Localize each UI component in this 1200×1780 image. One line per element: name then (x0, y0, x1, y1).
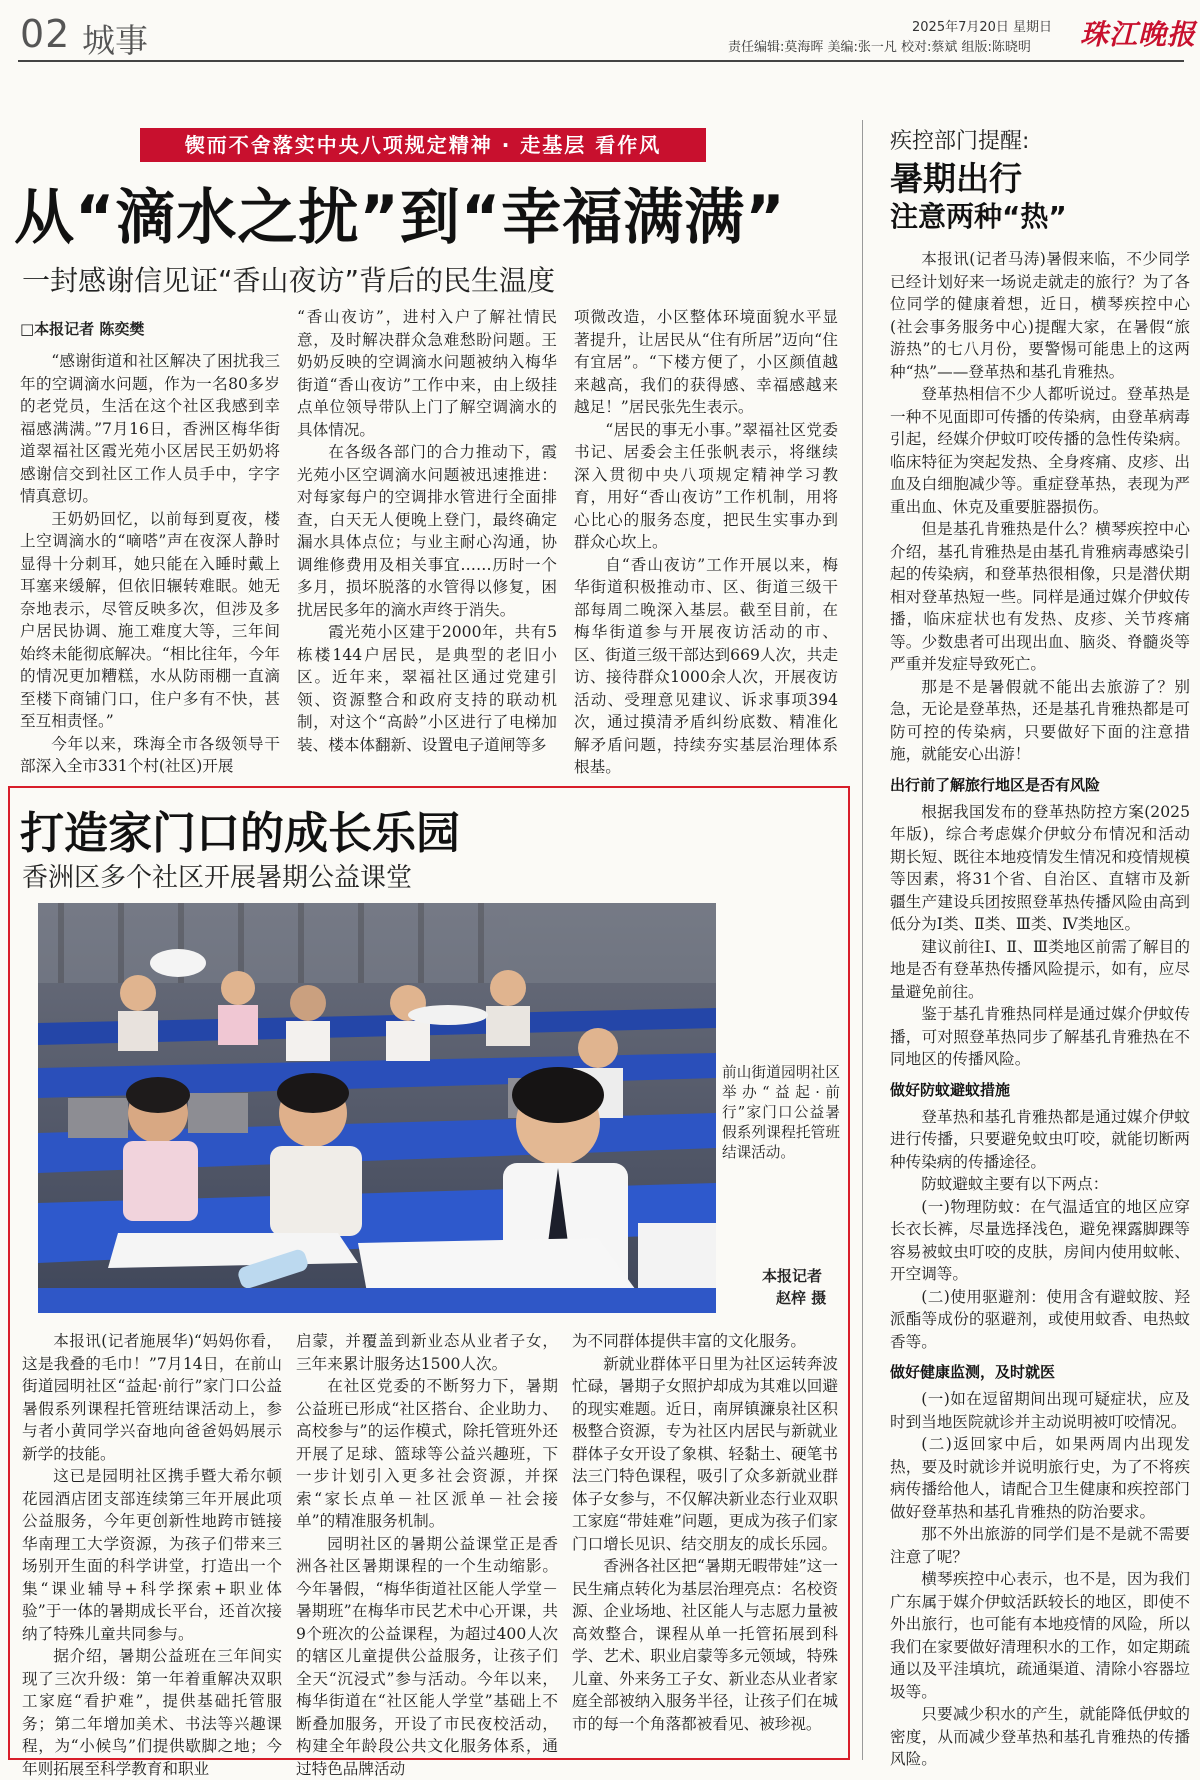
photo-credit-name: 赵梓 摄 (776, 1287, 826, 1308)
feature-paragraph: 本报讯(记者施展华)“妈妈你看，这是我叠的毛巾！”7月14日，在前山街道园明社区“益起·前行”家门口公益暑假系列课程托管班结课活动上，参与者小黄同学兴奋地向爸爸妈妈展示新学的技能。 (22, 1330, 282, 1465)
feature-paragraph: 在社区党委的不断努力下，暑期公益班已形成“社区搭台、企业助力、高校参与”的运作模式，除托管班外还开展了足球、篮球等公益兴趣班，下一步计划引入更多社会资源，并探索“家长点单－社区派单－社会接单”的精准服务机制。 (296, 1375, 558, 1533)
classroom-illustration (38, 903, 716, 1313)
health-body (890, 248, 1190, 1758)
feature-column-2 (296, 1330, 558, 1755)
lead-paragraph: “香山夜访”，进村入户了解社情民意，及时解决群众急难愁盼问题。王奶奶反映的空调滴水问题被纳入梅华街道“香山夜访”工作中来，由上级挂点单位领导带队上门了解空调滴水的具体情况。 (297, 306, 557, 441)
health-paragraph: (二)返回家中后，如果两周内出现发热，要及时就诊并说明旅行史，为了不将疾病传播给他人，请配合卫生健康和疾控部门做好登革热和基孔肯雅热的防治要求。 (890, 1433, 1190, 1523)
lead-column-2 (297, 306, 557, 765)
health-paragraph: 建议前往Ⅰ、Ⅱ、Ⅲ类地区前需了解目的地是否有登革热传播风险提示，如有，应尽量避免前往。 (890, 936, 1190, 1004)
header-rule (18, 60, 1184, 62)
feature-paragraph: 园明社区的暑期公益课堂正是香洲各社区暑期课程的一个生动缩影。今年暑假，“梅华街道社区能人学堂－暑期班”在梅华市民艺术中心开课，共9个班次的公益课程，为超过400人次的辖区儿童提供公益服务，让孩子们全天“沉浸式”参与活动。今年以来，梅华街道在“社区能人学堂”基础上不断叠加服务，开设了市民夜校活动，构建全年龄段公共文化服务体系，通过特色品牌活动 (296, 1533, 558, 1780)
feature-paragraph: 据介绍，暑期公益班在三年间实现了三次升级：第一年着重解决双职工家庭“看护难”，提供基础托管服务；第二年增加美术、书法等兴趣课程，为“小候鸟”们提供歇脚之地；今年则拓展至科学教育和职业 (22, 1645, 282, 1780)
feature-paragraph: 为不同群体提供丰富的文化服务。 (572, 1330, 838, 1353)
health-paragraph: 登革热相信不少人都听说过。登革热是一种不见面即可传播的传染病，由登革病毒引起，经媒介伊蚊叮咬传播的急性传染病。临床特征为突起发热、全身疼痛、皮疹、出血及白细胞减少等。重症登革热，表现为严重出血、休克及重要脏器损伤。 (890, 383, 1190, 518)
health-paragraph: (一)物理防蚊：在气温适宜的地区应穿长衣长裤，尽量选择浅色，避免裸露脚踝等容易被蚊虫叮咬的皮肤，房间内使用蚊帐、开空调等。 (890, 1196, 1190, 1286)
lead-paragraph: “居民的事无小事。”翠福社区党委书记、居委会主任张帆表示，将继续深入贯彻中央八项规定精神学习教育，用好“香山夜访”工作机制，用将心比心的服务态度，把民生实事办到群众心坎上。 (574, 419, 838, 554)
health-kicker: 疾控部门提醒: (890, 124, 1029, 155)
feature-paragraph: 启蒙，并覆盖到新业态从业者子女，三年来累计服务达1500人次。 (296, 1330, 558, 1375)
feature-paragraph: 这已是园明社区携手暨大希尔顿花园酒店团支部连续第三年开展此项公益服务，今年更创新性地跨市链接华南理工大学资源，为孩子们带来三场别开生面的科学讲堂，打造出一个集“课业辅导+科学探索+职业体验”于一体的暑期成长平台，还首次接纳了特殊儿童共同参与。 (22, 1465, 282, 1645)
lead-paragraph: 王奶奶回忆，以前每到夏夜，楼上空调滴水的“嘀嗒”声在夜深人静时显得十分刺耳，她只能在入睡时戴上耳塞来缓解，但依旧辗转难眠。她无奈地表示，尽管反映多次，但涉及多户居民协调、施工难度大等，三年间始终未能彻底解决。“相比往年，今年的情况更加糟糕，水从防雨棚一直滴至楼下商铺门口，住户多有不快，甚至互相责怪。” (20, 508, 280, 733)
health-paragraph: 横琴疾控中心表示，也不是，因为我们广东属于媒介伊蚊活跃较长的地区，即使不外出旅行，也可能有本地疫情的风险，所以我们在家要做好清理积水的工作，如定期疏通以及平洼填坑，疏通渠道、清除小容器垃圾等。 (890, 1568, 1190, 1703)
health-paragraph: 只要减少积水的产生，就能降低伊蚊的密度，从而减少登革热和基孔肯雅热的传播风险。 (890, 1703, 1190, 1771)
health-paragraph: 但是基孔肯雅热是什么？横琴疾控中心介绍，基孔肯雅热是由基孔肯雅病毒感染引起的传染病，和登革热很相像，只是潜伏期相对登革热短一些。同样是通过媒介伊蚊传播，临床症状也有发热、皮疹、关节疼痛等。少数患者可出现出血、脑炎、脊髓炎等严重并发症导致死亡。 (890, 518, 1190, 676)
photo-credit: 本报记者 (762, 1265, 822, 1286)
health-paragraph: 那不外出旅游的同学们是不是就不需要注意了呢？ (890, 1523, 1190, 1568)
health-paragraph: (二)使用驱避剂：使用含有避蚊胺、羟派酯等成份的驱避剂，或使用蚊香、电热蚊香等。 (890, 1286, 1190, 1354)
lead-banner-text: 锲而不舍落实中央八项规定精神 · 走基层 看作风 (140, 128, 706, 162)
page-header (0, 0, 1200, 62)
lead-byline: □本报记者 陈奕樊 (20, 318, 144, 339)
health-headline-line1: 暑期出行 (890, 153, 1022, 200)
health-paragraph: 防蚊避蚊主要有以下两点： (890, 1173, 1190, 1196)
lead-paragraph: 在各级各部门的合力推动下，霞光苑小区空调滴水问题被迅速推进：对每家每户的空调排水管进行全面排查，白天无人便晚上登门，最终确定漏水具体点位；与业主耐心沟通，协调维修费用及相关事宜……历时一个多月，损坏脱落的水管得以修复，困扰居民多年的滴水声终于消失。 (297, 441, 557, 621)
staff-credits: 责任编辑:莫海晖 美编:张一凡 校对:蔡斌 组版:陈晓明 (728, 36, 1031, 55)
feature-headline: 打造家门口的成长乐园 (20, 797, 460, 861)
lead-subheadline: 一封感谢信见证“香山夜访”背后的民生温度 (22, 259, 555, 299)
feature-paragraph: 新就业群体平日里为社区运转奔波忙碌，暑期子女照护却成为其难以回避的现实难题。近日，南屏镇濂泉社区积极整合资源，专为社区内居民与新就业群体子女开设了象棋、轻黏土、硬笔书法三门特色课程，吸引了众多新就业群体子女参与，不仅解决新业态行业双职工家庭“带娃难”问题，更成为孩子们家门口增长见识、结交朋友的成长乐园。 (572, 1353, 838, 1556)
lead-banner (140, 128, 706, 162)
feature-column-1 (22, 1330, 282, 1755)
column-divider (862, 120, 863, 1760)
lead-paragraph: 霞光苑小区建于2000年，共有5栋楼144户居民，是典型的老旧小区。近年来，翠福社区通过党建引领、资源整合和政府支持的联动机制，对这个“高龄”小区进行了电梯加装、楼本体翻新、设置电子道闸等多 (297, 621, 557, 756)
health-paragraph: 登革热和基孔肯雅热都是通过媒介伊蚊进行传播，只要避免蚊虫叮咬，就能切断两种传染病的传播途径。 (890, 1106, 1190, 1174)
lead-paragraph: “感谢街道和社区解决了困扰我三年的空调滴水问题，作为一名80多岁的老党员，生活在这个社区我感到幸福感满满。”7月16日，香洲区梅华街道翠福社区霞光苑小区居民王奶奶将感谢信交到社区工作人员手中，字字情真意切。 (20, 350, 280, 508)
health-paragraph: 本报讯(记者马涛)暑假来临，不少同学已经计划好来一场说走就走的旅行？为了各位同学的健康着想，近日，横琴疾控中心(社会事务服务中心)提醒大家，在暑假“旅游热”的七八月份，要警惕可能患上的这两种“热”——登革热和基孔肯雅热。 (890, 248, 1190, 383)
section-name: 城事 (82, 15, 148, 62)
photo-caption: 前山街道园明社区举办“益起·前行”家门口公益暑假系列课程托管班结课活动。 (722, 1063, 840, 1163)
newspaper-logo: 珠江晚报 (1080, 13, 1196, 53)
feature-paragraph: 香洲各社区把“暑期无暇带娃”这一民生痛点转化为基层治理亮点：名校资源、企业场地、社区能人与志愿力量被高效整合，课程从单一托管拓展到科学、艺术、职业启蒙等多元领域，特殊儿童、外来务工子女、新业态从业者家庭全部被纳入服务半径，让孩子们在城市的每一个角落都被看见、被珍视。 (572, 1555, 838, 1735)
issue-date: 2025年7月20日 星期日 (912, 16, 1052, 35)
health-paragraph: 根据我国发布的登革热防控方案(2025年版)，综合考虑媒介伊蚊分布情况和活动期长短、既往本地疫情发生情况和疫情规模等因素，将31个省、自治区、直辖市及新疆生产建设兵团按照登革热传播风险由高到低分为Ⅰ类、Ⅱ类、Ⅲ类、Ⅳ类地区。 (890, 801, 1190, 936)
lead-column-1 (20, 350, 280, 765)
lead-paragraph: 项微改造，小区整体环境面貌水平显著提升，让居民从“住有所居”迈向“住有宜居”。“下楼方便了，小区颜值越来越高，我们的获得感、幸福感越来越足！”居民张先生表示。 (574, 306, 838, 419)
health-paragraph: 那是不是暑假就不能出去旅游了？别急，无论是登革热，还是基孔肯雅热都是可防可控的传染病，只要做好下面的注意措施，就能安心出游！ (890, 676, 1190, 766)
lead-headline: 从“滴水之扰”到“幸福满满” (14, 170, 786, 256)
classroom-photo (38, 903, 716, 1313)
health-subhead-risk: 出行前了解旅行地区是否有风险 (890, 774, 1190, 795)
page-number: 02 (20, 12, 70, 56)
health-subhead-monitor: 做好健康监测，及时就医 (890, 1361, 1190, 1382)
lead-column-3 (574, 306, 838, 765)
lead-paragraph: 今年以来，珠海全市各级领导干部深入全市331个村(社区)开展 (20, 733, 280, 778)
health-paragraph: 鉴于基孔肯雅热同样是通过媒介伊蚊传播，可对照登革热同步了解基孔肯雅热在不同地区的传播风险。 (890, 1003, 1190, 1071)
lead-paragraph: 自“香山夜访”工作开展以来，梅华街道积极推动市、区、街道三级干部每周二晚深入基层。截至目前，在梅华街道参与开展夜访活动的市、区、街道三级干部达到669人次，共走访、接待群众1000余人次，开展夜访活动、受理意见建议、诉求事项394次，通过摸清矛盾纠纷底数、精准化解矛盾问题，持续夯实基层治理体系根基。 (574, 554, 838, 779)
health-subhead-mosquito: 做好防蚊避蚊措施 (890, 1079, 1190, 1100)
feature-subheadline: 香洲区多个社区开展暑期公益课堂 (22, 857, 412, 894)
health-paragraph: (一)如在逗留期间出现可疑症状，应及时到当地医院就诊并主动说明被叮咬情况。 (890, 1388, 1190, 1433)
health-headline-line2: 注意两种“热” (890, 195, 1067, 235)
feature-column-3 (572, 1330, 838, 1755)
